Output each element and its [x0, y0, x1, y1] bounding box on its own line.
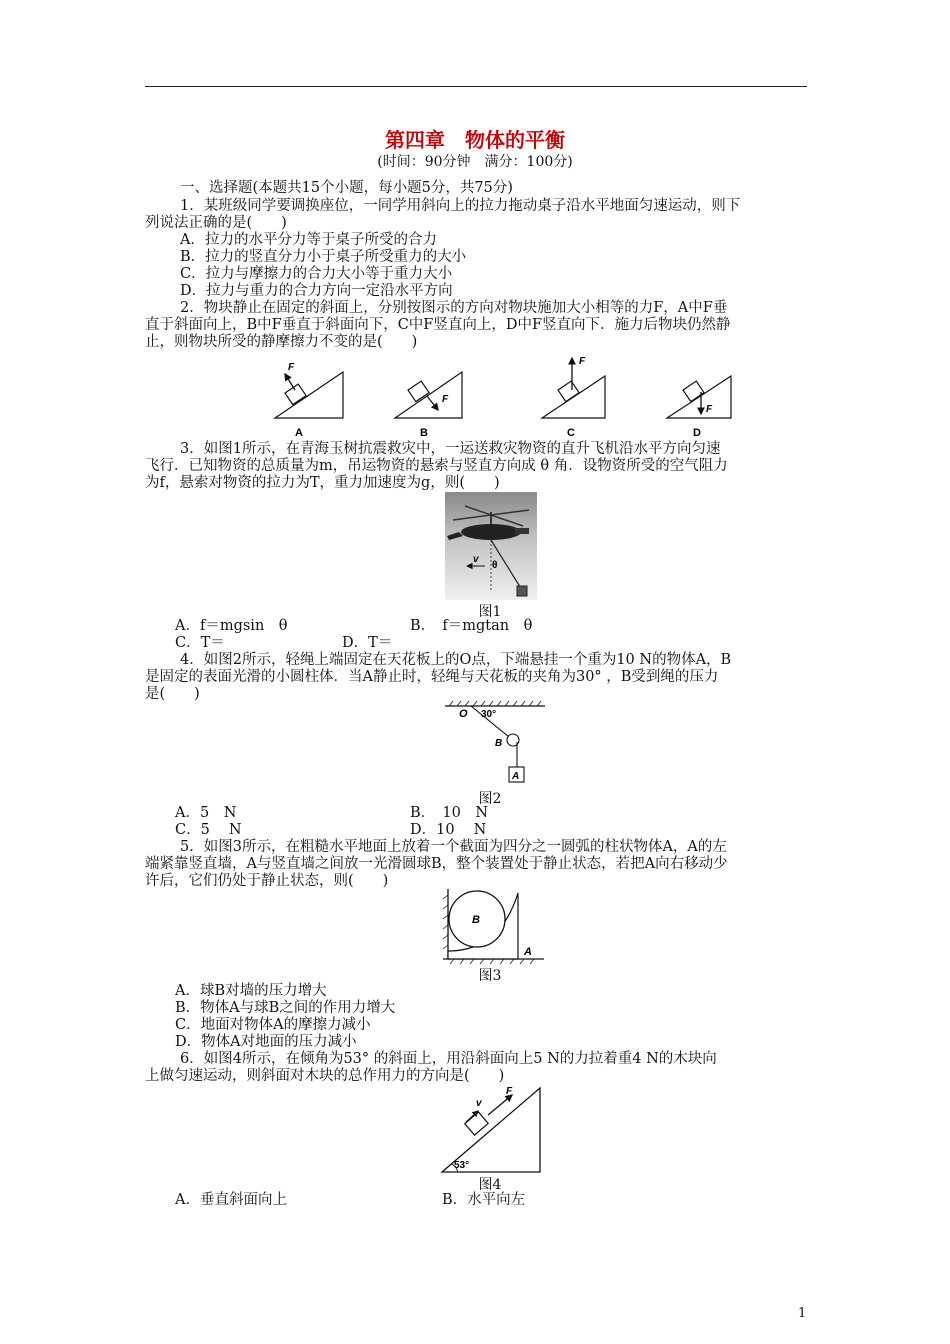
chapter-title: 第四章 物体的平衡: [385, 128, 565, 152]
q1-stem-1: 1．某班级同学要调换座位，一同学用斜向上的拉力拖动桌子沿水平地面匀速运动，则下: [180, 198, 741, 214]
q6-option-b: B．水平向左: [442, 1192, 526, 1208]
q2-force-label-a: F: [288, 362, 295, 373]
q6-caption: 图4: [478, 1177, 502, 1193]
q4-label-a: A: [512, 771, 520, 782]
q4-option-c: C．5 N: [175, 822, 242, 838]
q4-option-a: A．5 N: [175, 805, 237, 821]
q5-stem-3: 许后，它们仍处于静止状态，则( ): [145, 873, 389, 889]
q2-force-label-d: F: [706, 404, 713, 415]
q3-helicopter-figure: [445, 492, 537, 600]
q5-option-a: A．球B对墙的压力增大: [175, 983, 327, 999]
q2-force-label-c: F: [579, 356, 586, 367]
q4-option-b: B． 10 N: [410, 805, 489, 821]
q5-option-c: C．地面对物体A的摩擦力减小: [175, 1017, 371, 1033]
q5-label-a: A: [524, 946, 532, 958]
q3-option-a: A．f＝mgsin θ: [175, 618, 288, 634]
section-heading: 一、选择题(本题共15个小题，每小题5分，共75分): [180, 180, 513, 196]
q1-option-c: C．拉力与摩擦力的合力大小等于重力大小: [180, 266, 453, 282]
q2-label-a: A: [295, 427, 303, 439]
q5-stem-2: 端紧靠竖直墙，A与竖直墙之间放一光滑圆球B，整个装置处于静止状态，若把A向右移动少: [145, 856, 728, 872]
q6-label-f: F: [506, 1086, 513, 1097]
q4-stem-2: 是固定的表面光滑的小圆柱体．当A静止时，轻绳与天花板的夹角为30° ，B受到绳的压力: [145, 669, 719, 685]
page-number: 1: [798, 1306, 807, 1321]
q3-option-b: B． f＝mgtan θ: [410, 618, 533, 634]
q2-stem-1: 2．物块静止在固定的斜面上，分别按图示的方向对物块施加大小相等的力F，A中F垂: [180, 300, 728, 316]
q5-option-d: D．物体A对地面的压力减小: [175, 1034, 357, 1050]
q1-stem-2: 列说法正确的是( ): [145, 215, 287, 231]
q3-stem-2: 飞行．已知物资的总质量为m，吊运物资的悬索与竖直方向成 θ 角．设物资所受的空气阻力: [145, 458, 728, 474]
q2-figure-d: [667, 376, 731, 439]
q5-figure: [440, 889, 544, 965]
q3-theta-label: θ: [492, 560, 498, 571]
q2-stem-3: 止，则物块所受的静摩擦力不变的是( ): [145, 334, 418, 350]
q3-caption: 图1: [478, 604, 502, 620]
exam-info: (时间：90分钟 满分：100分): [377, 154, 573, 170]
q2-label-d: D: [693, 427, 701, 439]
q4-label-angle: 30°: [481, 709, 497, 720]
q2-label-b: B: [420, 427, 428, 439]
q4-label-b: B: [495, 738, 503, 749]
q6-label-v: v: [476, 1098, 482, 1109]
q2-figures: [255, 352, 735, 442]
q5-stem-1: 5．如图3所示，在粗糙水平地面上放着一个截面为四分之一圆弧的柱状物体A，A的左: [180, 839, 727, 855]
q6-label-angle: 53°: [454, 1160, 470, 1171]
q6-option-a: A．垂直斜面向上: [175, 1192, 287, 1208]
q4-caption: 图2: [478, 791, 502, 807]
q2-figure-a: [275, 362, 343, 439]
q1-option-b: B．拉力的竖直分力小于桌子所受重力的大小: [180, 249, 467, 265]
q4-stem-1: 4．如图2所示，轻绳上端固定在天花板上的O点，下端悬挂一个重为10 N的物体A，B: [180, 652, 732, 668]
q3-option-c: C．T＝: [175, 635, 225, 651]
q3-stem-3: 为f，悬索对物资的拉力为T，重力加速度为g，则( ): [145, 475, 500, 491]
q4-label-o: O: [459, 708, 468, 720]
q2-force-label-b: F: [442, 394, 449, 405]
q6-figure: [440, 1086, 544, 1174]
q5-caption: 图3: [478, 968, 502, 984]
q4-stem-3: 是( ): [145, 686, 200, 702]
q4-figure: [445, 703, 545, 788]
q1-option-d: D．拉力与重力的合力方向一定沿水平方向: [180, 283, 453, 299]
q3-v-label: v: [473, 554, 479, 565]
q4-option-d: D．10 N: [410, 822, 487, 838]
q2-label-c: C: [567, 427, 575, 439]
q2-figure-b: [395, 372, 462, 439]
q6-stem-1: 6．如图4所示，在倾角为53° 的斜面上，用沿斜面向上5 N的力拉着重4 N的木块向: [180, 1051, 717, 1067]
q2-figure-c: [542, 356, 605, 439]
q3-option-d: D．T＝: [342, 635, 393, 651]
q5-option-b: B．物体A与球B之间的作用力增大: [175, 1000, 396, 1016]
q3-stem-1: 3．如图1所示，在青海玉树抗震救灾中，一运送救灾物资的直升飞机沿水平方向匀速: [180, 441, 721, 457]
q1-option-a: A．拉力的水平分力等于桌子所受的合力: [180, 232, 437, 248]
header-rule: [145, 86, 807, 87]
q6-stem-2: 上做匀速运动，则斜面对木块的总作用力的方向是( ): [145, 1068, 505, 1084]
q2-stem-2: 直于斜面向上，B中F垂直于斜面向下，C中F竖直向上，D中F竖直向下．施力后物块仍然静: [145, 317, 731, 333]
q5-label-b: B: [472, 914, 480, 926]
